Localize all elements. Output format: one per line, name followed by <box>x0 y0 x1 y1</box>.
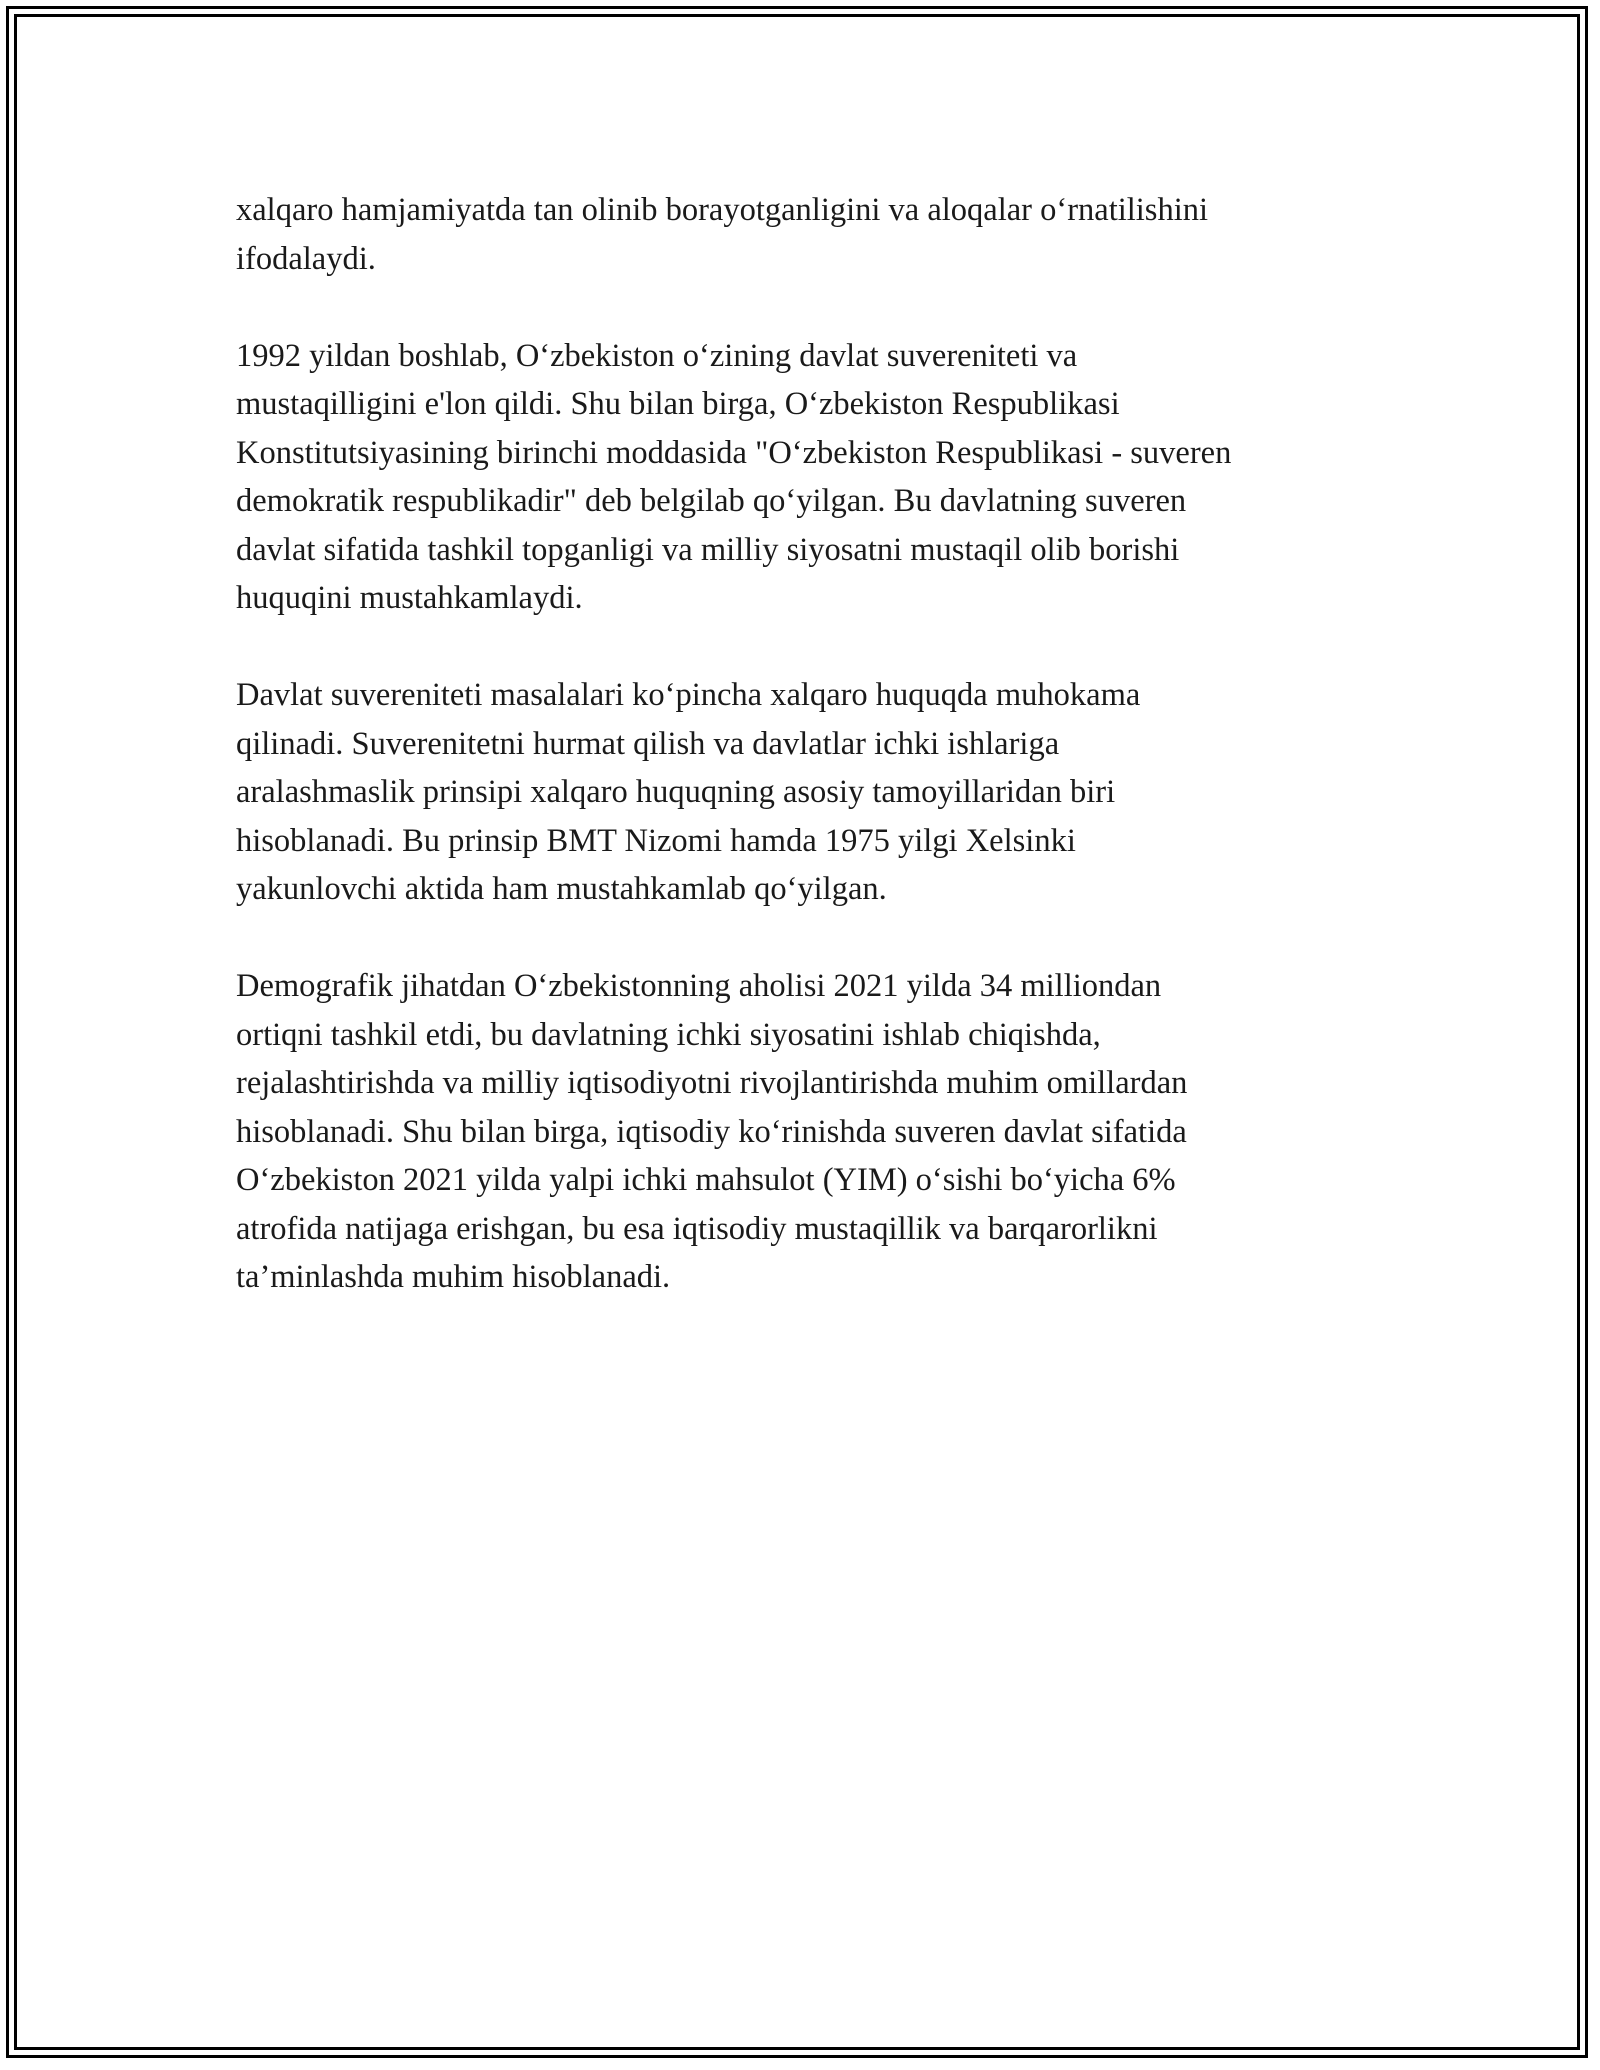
paragraph-3: Davlat suvereniteti masalalari ko‘pincha xalqaro huquqda muhokama qilinadi. Suverenitetni hurmat qilish va davlatlar ichki ishlariga aralashmaslik prinsipi xalqaro huquqning asosiy tamoyillaridan biri hisoblanadi. Bu prinsip BMT Nizomi hamda 1975 yilgi Xelsinki yakunlovchi aktida ham mustahkamlab qo‘yilgan. <box>236 677 1141 907</box>
document-body <box>236 186 1376 1350</box>
paragraph-1: xalqaro hamjamiyatda tan olinib borayotganligini va aloqalar o‘rnatilishini ifodalaydi. <box>236 192 1209 277</box>
paragraph-4: Demografik jihatdan O‘zbekistonning aholisi 2021 yilda 34 milliondan ortiqni tashkil etdi, bu davlatning ichki siyosatini ishlab chiqishda, rejalashtirishda va milliy iqtisodiyotni rivojlantirishda muhim omillardan hisoblanadi. Shu bilan birga, iqtisodiy ko‘rinishda suveren davlat sifatida O‘zbekiston 2021 yilda yalpi ichki mahsulot (YIM) o‘sishi bo‘yicha 6% atrofida natijaga erishgan, bu esa iqtisodiy mustaqillik va barqarorlikni ta’minlashda muhim hisoblanadi. <box>236 968 1188 1295</box>
paragraph-2: 1992 yildan boshlab, O‘zbekiston o‘zining davlat suvereniteti va mustaqilligini e'lon qildi. Shu bilan birga, O‘zbekiston Respublikasi Konstitutsiyasining birinchi moddasida "O‘zbekiston Respublikasi - suveren demokratik respublikadir" deb belgilab qo‘yilgan. Bu davlatning suveren davlat sifatida tashkil topganligi va milliy siyosatni mustaqil olib borishi huquqini mustahkamlaydi. <box>236 337 1232 616</box>
